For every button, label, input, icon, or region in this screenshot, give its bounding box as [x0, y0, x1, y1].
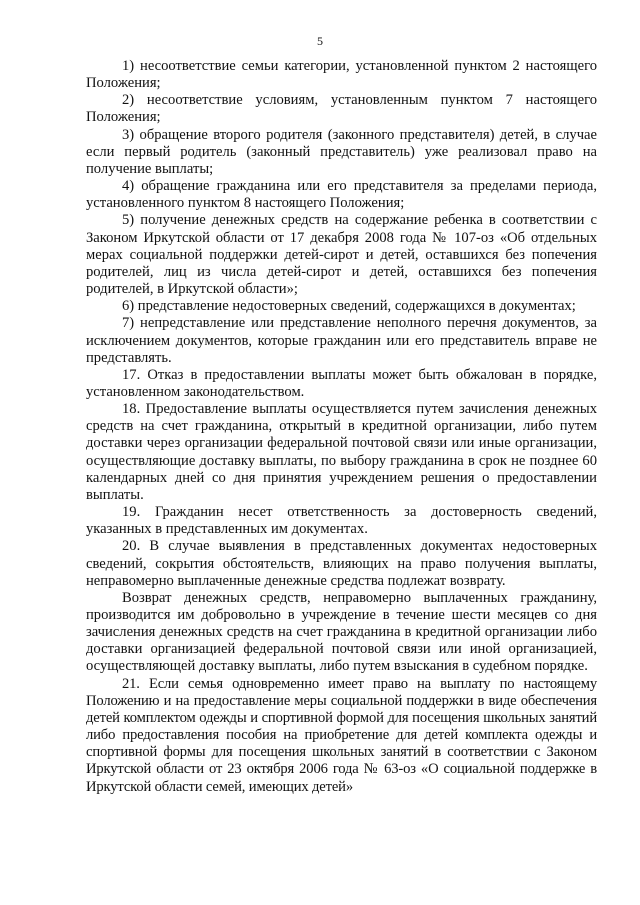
- refusal-ground-2: 2) несоответствие условиям, установленным пунктом 7 настоящего Положения;: [86, 92, 597, 126]
- page-number: 5: [317, 34, 323, 48]
- refusal-ground-4: 4) обращение гражданина или его представителя за пределами периода, установленного пунктом 8 настоящего Положения;: [86, 178, 597, 212]
- refusal-ground-7: 7) непредставление или представление неполного перечня документов, за исключением документов, которые гражданин или его представитель вправе не представлять.: [86, 315, 597, 366]
- refusal-ground-6: 6) представление недостоверных сведений, содержащихся в документах;: [122, 298, 576, 315]
- clause-19: 19. Гражданин несет ответственность за достоверность сведений, указанных в представленных им документах.: [86, 504, 597, 538]
- clause-20: 20. В случае выявления в представленных документах недостоверных сведений, сокрытия обстоятельств, влияющих на право получения выплаты, неправомерно выплаченные денежные средства подлежат возврату.: [86, 538, 597, 589]
- refusal-ground-5: 5) получение денежных средств на содержание ребенка в соответствии с Законом Иркутской области от 17 декабря 2008 года № 107-оз «Об отдельных мерах социальной поддержки детей-сирот и детей, оставшихся без попечения родителей, лиц из числа детей-сирот и детей, оставшихся без попечения родителей, в Иркутской области»;: [86, 212, 597, 298]
- refusal-ground-1: 1) несоответствие семьи категории, установленной пунктом 2 настоящего Положения;: [86, 58, 597, 92]
- clause-18: 18. Предоставление выплаты осуществляется путем зачисления денежных средств на счет гражданина, открытый в кредитной организации, либо путем доставки через организации федеральной почтовой связи или иные организации, осуществляющие доставку выплаты, по выбору гражданина в срок не позднее 60 календарных дней со дня принятия учреждением решения о предоставлении выплаты.: [86, 401, 597, 503]
- clause-20-refund: Возврат денежных средств, неправомерно выплаченных гражданину, производится им добровольно в учреждение в течение шести месяцев со дня зачисления денежных средств на счет гражданина в кредитной организации либо доставки организацией федеральной почтовой связи или иной организацией, осуществляющей доставку выплаты, либо путем взыскания в судебном порядке.: [86, 589, 597, 675]
- clause-17: 17. Отказ в предоставлении выплаты может быть обжалован в порядке, установленном законодательством.: [86, 366, 597, 400]
- refusal-ground-3: 3) обращение второго родителя (законного представителя) детей, в случае если первый родитель (законный представитель) уже реализовал право на получение выплаты;: [86, 126, 597, 177]
- clause-21: 21. Если семья одновременно имеет право на выплату по настоящему Положению и на предоставление меры социальной поддержки в виде обеспечения детей комплектом одежды и спортивной формой для посещения школьных занятий либо предоставления пособия на приобретение для детей комплекта одежды и спортивной формы для посещения школьных занятий в соответствии с Законом Иркутской области от 23 октября 2006 года № 63-оз «О социальной поддержке в Иркутской области семей, имеющих детей»: [86, 675, 597, 795]
- document-body: [86, 58, 597, 796]
